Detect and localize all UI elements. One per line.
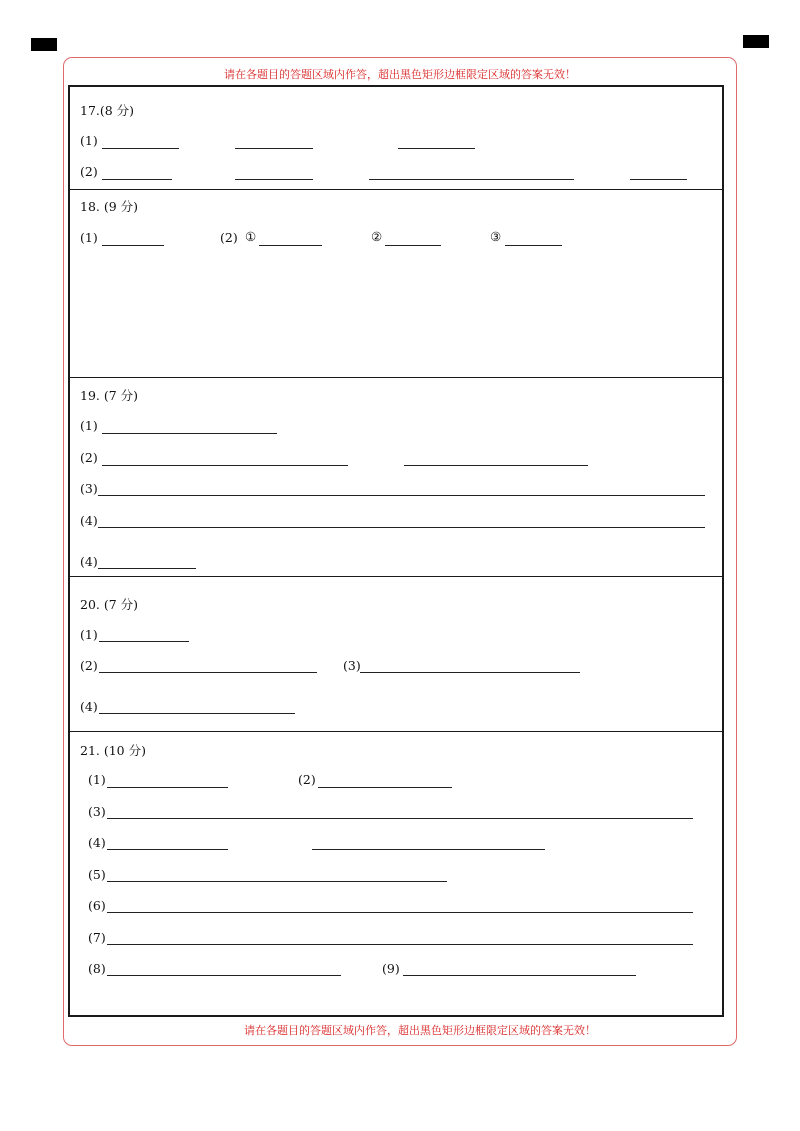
q20-answer-line[interactable] [360, 672, 580, 673]
q19-part2-label: (2) [80, 450, 98, 465]
notice-top: 请在各题目的答题区域内作答，超出黑色矩形边框限定区域的答案无效！ [224, 68, 576, 81]
q17-answer-line[interactable] [235, 148, 313, 149]
q20-part3-label: (3) [343, 658, 361, 673]
q18-answer-line[interactable] [505, 245, 562, 246]
q19-part3-label: (3) [80, 481, 98, 496]
q20-title: 20. (7 分) [80, 597, 139, 612]
registration-mark-left [31, 38, 57, 51]
q19-answer-line[interactable] [98, 495, 705, 496]
q17-title: 17.(8 分) [80, 103, 135, 118]
q17-answer-line[interactable] [102, 148, 179, 149]
q21-part8-label: (8) [88, 961, 106, 976]
q17-answer-line[interactable] [630, 179, 687, 180]
section-q17 [70, 87, 722, 189]
q19-part1-label: (1) [80, 418, 98, 433]
q18-title: 18. (9 分) [80, 199, 139, 214]
q20-part2-label: (2) [80, 658, 98, 673]
q21-answer-line[interactable] [107, 881, 447, 882]
q21-answer-line[interactable] [107, 818, 693, 819]
q18-answer-line[interactable] [385, 245, 441, 246]
q18-circle-1: ① [245, 229, 257, 244]
q21-answer-line[interactable] [318, 787, 452, 788]
q19-title: 19. (7 分) [80, 388, 139, 403]
q17-answer-line[interactable] [235, 179, 313, 180]
q21-title: 21. (10 分) [80, 743, 146, 758]
q21-answer-line[interactable] [107, 912, 693, 913]
notice-bottom: 请在各题目的答题区域内作答，超出黑色矩形边框限定区域的答案无效！ [244, 1024, 596, 1037]
q17-part2-label: (2) [80, 164, 98, 179]
q21-answer-line[interactable] [107, 849, 228, 850]
q18-part1-label: (1) [80, 230, 98, 245]
q17-answer-line[interactable] [398, 148, 475, 149]
section-q21 [70, 731, 722, 1016]
q17-answer-line[interactable] [102, 179, 172, 180]
q21-answer-line[interactable] [107, 787, 228, 788]
section-q18 [70, 189, 722, 378]
q21-answer-line[interactable] [107, 944, 693, 945]
q17-answer-line[interactable] [369, 179, 574, 180]
q21-part3-label: (3) [88, 804, 106, 819]
q18-answer-line[interactable] [102, 245, 164, 246]
q18-part2-label: (2) [220, 230, 238, 245]
q17-part1-label: (1) [80, 133, 98, 148]
q18-answer-line[interactable] [259, 245, 322, 246]
q21-answer-line[interactable] [107, 975, 341, 976]
q21-answer-line[interactable] [403, 975, 636, 976]
q21-part1-label: (1) [88, 772, 106, 787]
q21-part2-label: (2) [298, 772, 316, 787]
q19-answer-line[interactable] [98, 568, 196, 569]
q19-answer-line[interactable] [98, 527, 705, 528]
q21-part6-label: (6) [88, 898, 106, 913]
q19-part4b-label: (4) [80, 554, 98, 569]
answer-box [68, 85, 724, 1017]
q20-answer-line[interactable] [99, 672, 317, 673]
q20-part4-label: (4) [80, 699, 98, 714]
section-q19 [70, 377, 722, 577]
q21-part9-label: (9) [382, 961, 400, 976]
q19-part4-label: (4) [80, 513, 98, 528]
q19-answer-line[interactable] [102, 465, 348, 466]
q21-part7-label: (7) [88, 930, 106, 945]
q20-answer-line[interactable] [99, 641, 189, 642]
q19-answer-line[interactable] [102, 433, 277, 434]
q19-answer-line[interactable] [404, 465, 588, 466]
q21-part4-label: (4) [88, 835, 106, 850]
q21-answer-line[interactable] [312, 849, 545, 850]
q20-answer-line[interactable] [99, 713, 295, 714]
q18-circle-3: ③ [490, 229, 502, 244]
q21-part5-label: (5) [88, 867, 106, 882]
q20-part1-label: (1) [80, 627, 98, 642]
registration-mark-right [743, 35, 769, 48]
q18-circle-2: ② [371, 229, 383, 244]
section-q20 [70, 576, 722, 732]
